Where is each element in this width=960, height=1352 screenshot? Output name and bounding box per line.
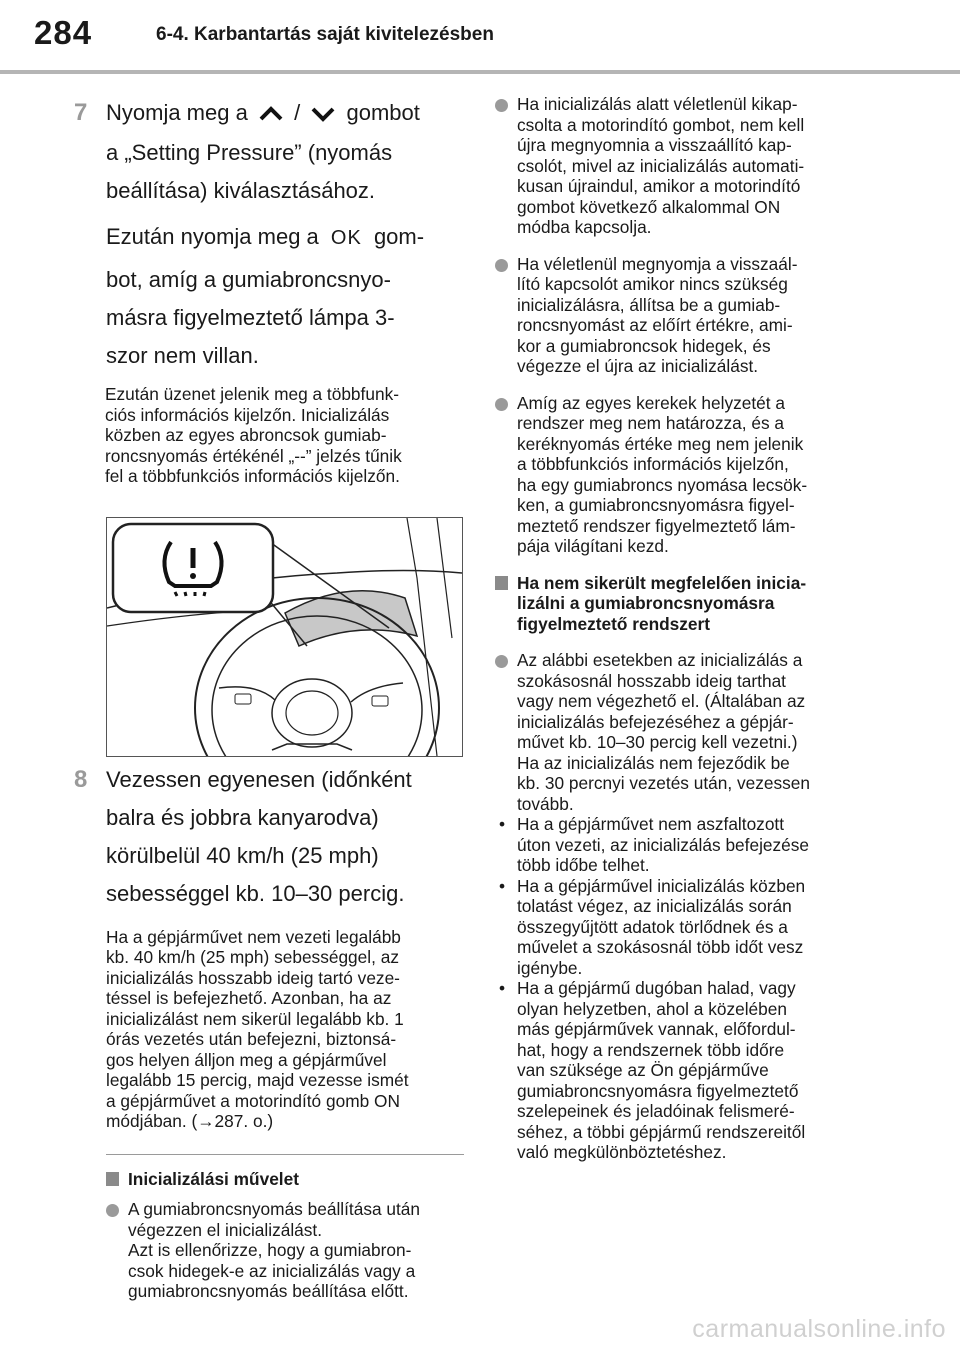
right-column xyxy=(495,94,857,1163)
step-text: Nyomja meg a / gombot a „Setting Pressure” (nyomás beállítása) kiválasztásához. Ezután nyomja meg a OK gom- bot, amíg a gumiabroncsnyo- másra figyelmeztető lámpa 3- szor nem villan. xyxy=(106,94,424,375)
bullet-icon xyxy=(495,655,508,668)
left-column xyxy=(74,94,464,1312)
step-text: Vezessen egyenesen (időnként balra és jobbra kanyarodva) körülbelül 40 km/h (25 mph) sebességgel kb. 10–30 percig. xyxy=(106,766,412,906)
bullet-icon xyxy=(106,1204,119,1217)
list-item: A gumiabroncsnyomás beállítása után végezzen el inicializálást. Azt is ellenőrizze, hogy a gumiabron- csok hidegek-e az inicializálás vagy a gumiabroncsnyomás beállítása előtt. xyxy=(106,1199,464,1302)
page-number: 284 xyxy=(34,14,93,51)
section-marker-icon xyxy=(106,1172,119,1186)
bullet-icon xyxy=(495,99,508,112)
section-heading-fail: Ha nem sikerült megfelelően inicia- lizálni a gumiabroncsnyomásra figyelmeztető rendszert xyxy=(495,573,857,635)
chevron-down-icon xyxy=(310,106,336,122)
chevron-up-icon xyxy=(258,106,284,122)
steering-wheel-illustration xyxy=(106,517,463,757)
bullet-icon xyxy=(495,259,508,272)
chapter-title: 6-4. Karbantartás saját kivitelezésben xyxy=(156,24,494,45)
step-7 xyxy=(74,94,464,375)
header-rule xyxy=(0,70,960,74)
step-line: Ezután nyomja meg a OK gom- xyxy=(106,224,425,249)
step-number: 7 xyxy=(74,99,88,126)
section-heading-init: Inicializálási művelet xyxy=(106,1169,464,1190)
step-8-note: Ha a gépjárművet nem vezeti legalább kb. 40 km/h (25 mph) sebességgel, az inicializálás hosszabb ideig tartó veze- téssel is befejezhető. Azonban, ha az inicializálást nem sikerül legalább kb. 1 órás vezetés után befejezni, biztonsá- gos helyen álljon meg a gépjárművel legalább 15 percig, majd vezesse ismét a gépjárművet a motorindító gomb ON módjában. (→287. o.) xyxy=(106,926,409,1131)
step-7-note: Ezután üzenet jelenik meg a többfunk- ciós információs kijelzőn. Inicializálás közben az egyes abroncsok gumiab- roncsnyomás értékénél „--” jelzés tűnik fel a többfunkciós információs kijelzőn. xyxy=(105,384,402,486)
ok-button-label: OK xyxy=(330,227,362,249)
list-item: Az alábbi esetekben az inicializálás a szokásosnál hosszabb ideig tarthat vagy nem végezhető el. (Általában az inicializálás befejezéséhez a gépjár- művet kb. 10–30 percig kell vezetni.) Ha az inicializálás nem fejeződik be kb. 30 percnyi vezetés után, vezessen tovább. xyxy=(495,650,857,814)
list-item: Amíg az egyes kerekek helyzetét a rendszer meg nem határozza, és a keréknyomás értéke meg nem jelenik a többfunkciós információs kijelzőn, ha egy gumiabroncs nyomása lecsök- ken, a gumiabroncsnyomásra figyel- meztető rendszer figyelmeztető lám- pája világítani kezd. xyxy=(495,393,857,557)
list-item: Ha inicializálás alatt véletlenül kikap- csolta a motorindító gombot, nem kell újra megnyomnia a visszaállító kap- csolót, mivel az inicializálás automati- kusan újraindul, amikor a motorindító gombot következő alkalommal ON módba kapcsolja. xyxy=(495,94,857,238)
step-line: Nyomja meg a / gombot xyxy=(106,100,420,125)
sub-list-item: • Ha a gépjármű dugóban halad, vagy olyan helyzetben, ahol a közelében más gépjárművek vannak, előfordul- hat, hogy a rendszernek több időre van szüksége az Ön gépjárműve gumiabroncsnyomásra figyelmeztető szelepeinek és jeladóinak felismeré- séhez, a többi gépjármű rendszereitől való megkülönböztetéshez. xyxy=(499,978,806,1162)
step-number: 8 xyxy=(74,765,88,793)
sub-list-item: • Ha a gépjárművel inicializálás közben tolatást végez, az inicializálás során összegyűjtött adatok törlődnek és a művelet a szokásosnál több időt vesz igénybe. xyxy=(499,875,806,978)
list-item: Ha véletlenül megnyomja a visszaál- lító kapcsolót amikor nincs szükség inicializálásra, állítsa be a gumiab- roncsnyomást az előírt értékre, ami- kor a gumiabroncsok hidegek, és végezze el újra az inicializálást. xyxy=(495,254,857,377)
section-divider xyxy=(106,1154,464,1155)
sub-list-item: • Ha a gépjárművet nem aszfaltozott úton vezeti, az inicializálás befejezése több időbe telhet. xyxy=(499,814,810,875)
illustration-svg xyxy=(107,518,462,756)
section-marker-icon xyxy=(495,576,508,590)
step-8 xyxy=(74,761,464,913)
footer-watermark: carmanualsonline.info xyxy=(692,1315,946,1343)
bullet-icon xyxy=(495,398,508,411)
